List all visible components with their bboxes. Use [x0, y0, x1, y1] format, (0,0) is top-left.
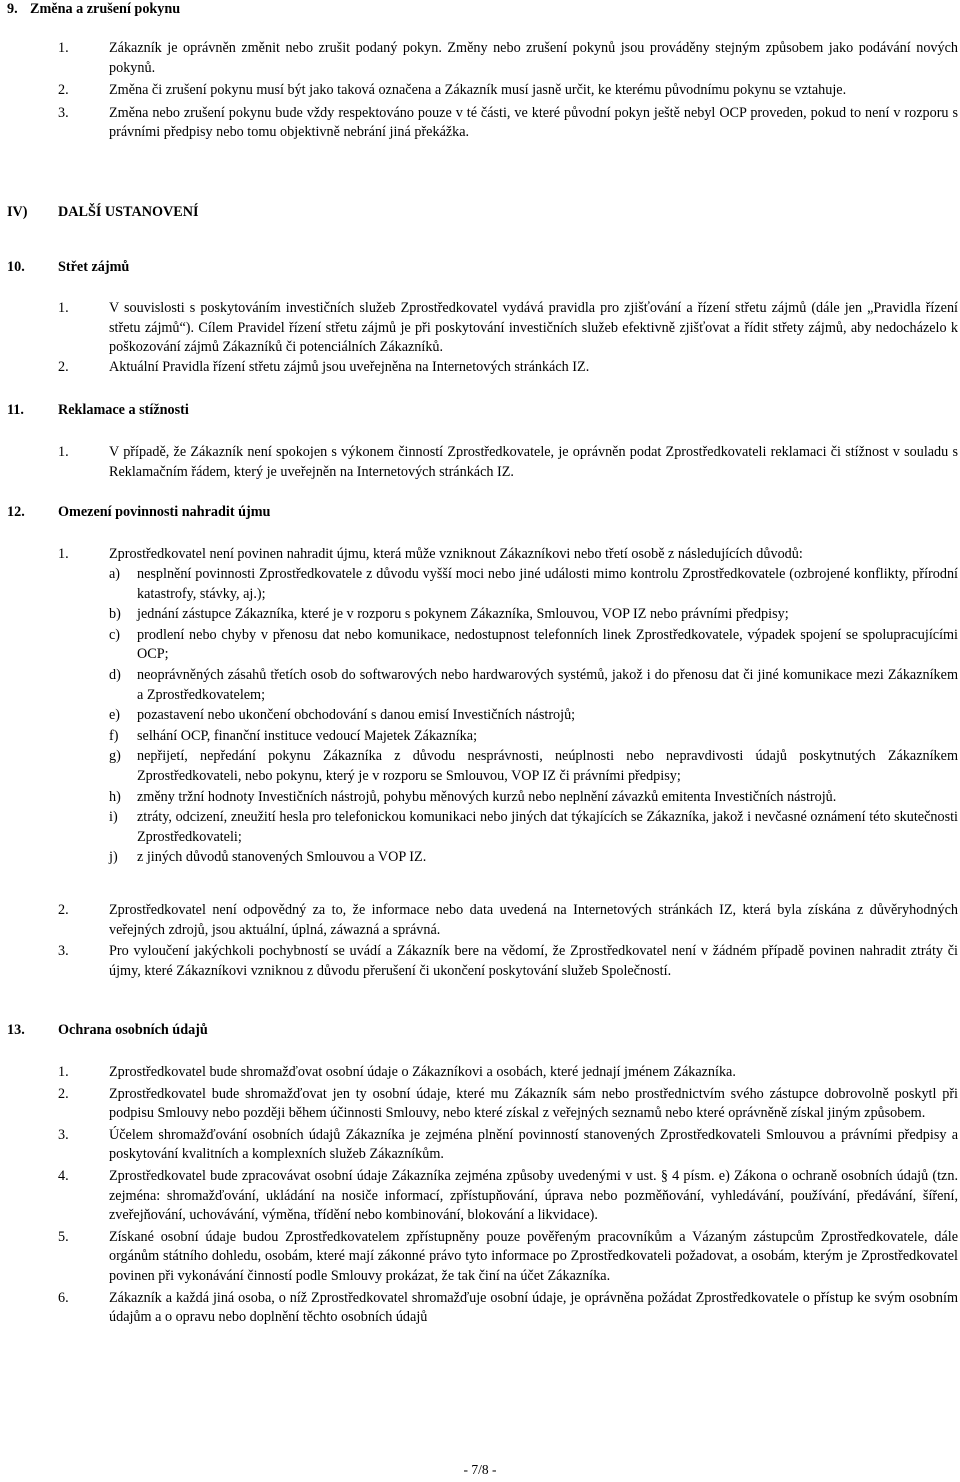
item-number: 3.	[58, 943, 69, 960]
sub-item	[0, 747, 960, 786]
item-text: Zprostředkovatel bude shromažďovat osobní údaje o Zákazníkovi a osobách, které jednají jménem Zákazníka.	[109, 1064, 736, 1080]
item-text: Zprostředkovatel není povinen nahradit újmu, která může vzniknout Zákazníkovi nebo třetí osobě z následujících důvodů:	[109, 546, 803, 562]
item-number: 6.	[58, 1289, 69, 1306]
sub-letter: g)	[109, 748, 121, 765]
item-number: 1.	[58, 300, 69, 316]
item-text: Změna nebo zrušení pokynu bude vždy respektováno pouze v té části, ve které původní pokyn ještě nebyl OCP proveden, pokud to není v rozporu s právními předpisy nebo tomu objektivně nebrání jiná překážka.	[109, 104, 958, 141]
list-item	[0, 39, 960, 78]
sub-text: selhání OCP, finanční instituce vedoucí Majetek Zákazníka;	[137, 727, 478, 744]
section-9-items	[0, 39, 960, 143]
list-item	[0, 942, 960, 981]
sub-text: nesplnění povinnosti Zprostředkovatele z důvodu vyšší moci nebo jiné události mimo kontrolu Zprostředkovatele (ozbrojené konflikty, přírodní katastrofy, stávky, aj.);	[137, 566, 958, 602]
page-number: - 7/8 -	[463, 1462, 497, 1477]
section-11-items	[0, 443, 960, 482]
list-item	[0, 1289, 960, 1328]
sub-item	[0, 808, 960, 847]
sub-item	[0, 666, 960, 705]
item-number: 2.	[58, 358, 69, 375]
item-number: 1.	[58, 444, 69, 460]
sub-letter: h)	[109, 788, 121, 805]
section-title: Ochrana osobních údajů	[58, 1022, 208, 1038]
item-text: Účelem shromažďování osobních údajů Zákazníka je zejména plnění povinností stanovených Zprostředkovateli Smlouvou a právními předpisy a poskytování kvalitních a komplexních služeb Zákazníkům.	[109, 1126, 958, 1163]
list-item	[0, 1085, 960, 1124]
section-number: 13.	[7, 1022, 25, 1038]
item-text: Zákazník je oprávněn změnit nebo zrušit podaný pokyn. Změny nebo zrušení pokynů jsou prováděny stejným způsobem jako podávání nových pokynů.	[109, 40, 958, 76]
sub-item	[0, 727, 960, 747]
sub-item	[0, 788, 960, 808]
section-12-item-1	[0, 545, 960, 565]
item-number: 1.	[58, 40, 69, 56]
item-text: V souvislosti s poskytováním investičních služeb Zprostředkovatel vydává pravidla pro zjišťování a řízení střetu zájmů (dále jen „Pravidla řízení střetu zájmů“). Cílem Pravidel řízení střetu zájmů je při poskytování investičních služeb efektivně zjišťovat a řídit střety zájmů, aby nedocházelo k poškozování zájmů Zákazníků či potenciálních Zákazníků.	[109, 300, 958, 356]
item-text: Získané osobní údaje budou Zprostředkovatelem zpřístupněny pouze pověřeným pracovníkům a Vázaným zástupcům Zprostředkovatele, dále orgánům státního dohledu, osobám, které mají zákonné právo tyto informace po Zprostředkovateli požadovat, a osobám, kterým je Zprostředkovatel povinen při vykonávání činností podle Smlouvy prokázat, že tak činí na účet Zákazníka.	[109, 1228, 958, 1284]
sub-letter: j)	[109, 849, 118, 866]
section-number: 9.	[7, 1, 18, 17]
item-text: Zákazník a každá jiná osoba, o níž Zprostředkovatel shromažďuje osobní údaje, je oprávněna požádat Zprostředkovatele o přístup ke svým osobním údajům a o opravu nebo doplnění těchto osobních údajů	[109, 1289, 958, 1326]
section-title: Změna a zrušení pokynu	[30, 1, 181, 17]
list-item	[0, 1167, 960, 1226]
item-text: Zprostředkovatel bude shromažďovat jen ty osobní údaje, které mu Zákazník sám nebo prostřednictvím svého zástupce dobrovolně poskytl při podpisu Smlouvy nebo později během účinnosti Smlouvy, nebo které získal z veřejných seznamů nebo které oprávněně získal jiným způsobem.	[109, 1085, 958, 1122]
list-item	[0, 1063, 960, 1083]
list-item	[0, 443, 960, 482]
sub-text: jednání zástupce Zákazníka, které je v rozporu s pokynem Zákazníka, Smlouvou, VOP IZ nebo právními předpisy;	[137, 606, 789, 623]
item-number: 1.	[58, 546, 69, 562]
sub-letter: b)	[109, 606, 121, 623]
section-number: 10.	[7, 259, 25, 275]
sub-item	[0, 605, 960, 625]
list-item	[0, 1228, 960, 1287]
sub-item	[0, 706, 960, 726]
section-title: Omezení povinnosti nahradit újmu	[58, 504, 271, 520]
sub-text: ztráty, odcizení, zneužití hesla pro telefonickou komunikaci nebo jiných dat týkajících se Zákazníka, jakož i nevčasné oznámení této skutečnosti Zprostředkovateli;	[137, 809, 958, 845]
item-text: Zprostředkovatel není odpovědný za to, že informace nebo data uvedená na Internetových stránkách IZ, která byla získána z důvěryhodných veřejných zdrojů, jsou aktuální, úplná, záwazná a správná.	[109, 902, 958, 938]
sub-text: prodlení nebo chyby v přenosu dat nebo komunikace, nedostupnost telefonních linek Zprostředkovatele, výpadek spojení se spolupracujícími OCP;	[137, 626, 958, 663]
part-number: IV)	[7, 204, 28, 220]
item-number: 4.	[58, 1167, 69, 1184]
section-12-items	[0, 901, 960, 981]
part-title: DALŠÍ USTANOVENÍ	[58, 204, 199, 220]
section-13-items	[0, 1063, 960, 1328]
item-number: 1.	[58, 1064, 69, 1080]
item-number: 3.	[58, 104, 69, 121]
item-text: Změna či zrušení pokynu musí být jako taková označena a Zákazník musí jasně určit, ke kterému původnímu pokynu se vztahuje.	[109, 82, 847, 99]
sub-item	[0, 848, 960, 868]
list-item	[0, 901, 960, 940]
sub-text: nepřijetí, nepředání pokynu Zákazníka z důvodu nesprávnosti, neúplnosti nebo nepravdivosti údajů poskytnutých Zákazníkem Zprostředkovateli, nebo pokynu, který je v rozporu se Smlouvou, VOP IZ či právními předpisy;	[137, 748, 958, 784]
section-title: Střet zájmů	[58, 259, 130, 275]
section-number: 12.	[7, 504, 25, 520]
item-number: 5.	[58, 1228, 69, 1245]
sub-letter: c)	[109, 626, 121, 643]
sub-text: změny tržní hodnoty Investičních nástrojů, pohybu měnových kurzů nebo neplnění závazků emitenta Investičních nástrojů.	[137, 788, 837, 805]
sub-item	[0, 626, 960, 665]
sub-letter: e)	[109, 707, 121, 724]
sub-letter: i)	[109, 809, 118, 826]
item-text: Pro vyloučení jakýchkoli pochybností se uvádí a Zákazník bere na vědomí, že Zprostředkovatel není v žádném případě povinen nahradit ztráty či újmy, které Zákazníkovi vzniknou z důvodu přerušení či ukončení poskytování služeb Společností.	[109, 943, 958, 979]
list-item	[0, 545, 960, 565]
sub-letter: a)	[109, 566, 121, 582]
section-title: Reklamace a stížnosti	[58, 402, 189, 418]
item-text: Zprostředkovatel bude zpracovávat osobní údaje Zákazníka zejména způsoby uvedenými v ust. § 4 písm. e) Zákona o ochraně osobních údajů (tzn. zejména: shromažďování, ukládání na nosiče informací, zpřístupňování, úprava nebo pozměňování, vyhledávání, používání, předávání, šíření, zveřejňování, uchovávání, výměna, třídění nebo kombinování, blokování a likvidace).	[109, 1167, 958, 1224]
sub-text: pozastavení nebo ukončení obchodování s danou emisí Investičních nástrojů;	[137, 707, 576, 724]
sub-item	[0, 565, 960, 604]
item-number: 2.	[58, 1085, 69, 1102]
sub-text: z jiných důvodů stanovených Smlouvou a VOP IZ.	[137, 849, 427, 866]
list-item	[0, 1126, 960, 1165]
item-number: 2.	[58, 902, 69, 918]
item-text: Aktuální Pravidla řízení střetu zájmů jsou uveřejněna na Internetových stránkách IZ.	[109, 358, 590, 375]
item-text: V případě, že Zákazník není spokojen s výkonem činností Zprostředkovatele, je oprávněn podat Zprostředkovateli reklamaci či stížnost v souladu s Reklamačním řádem, který je uveřejněn na Internetových stránkách IZ.	[109, 444, 958, 480]
section-10-items	[0, 299, 960, 377]
sub-text: neoprávněných zásahů třetích osob do softwarových nebo hardwarových systémů, jakož i do přenosu dat či jiné komunikace mezi Zákazníkem a Zprostředkovatelem;	[137, 666, 958, 703]
sub-letter: f)	[109, 727, 119, 744]
list-item	[0, 358, 960, 378]
section-12-subitems	[0, 565, 960, 868]
section-number: 11.	[7, 402, 24, 418]
item-number: 2.	[58, 82, 69, 99]
item-number: 3.	[58, 1126, 69, 1143]
list-item	[0, 81, 960, 101]
list-item	[0, 104, 960, 143]
sub-letter: d)	[109, 666, 121, 683]
list-item	[0, 299, 960, 358]
